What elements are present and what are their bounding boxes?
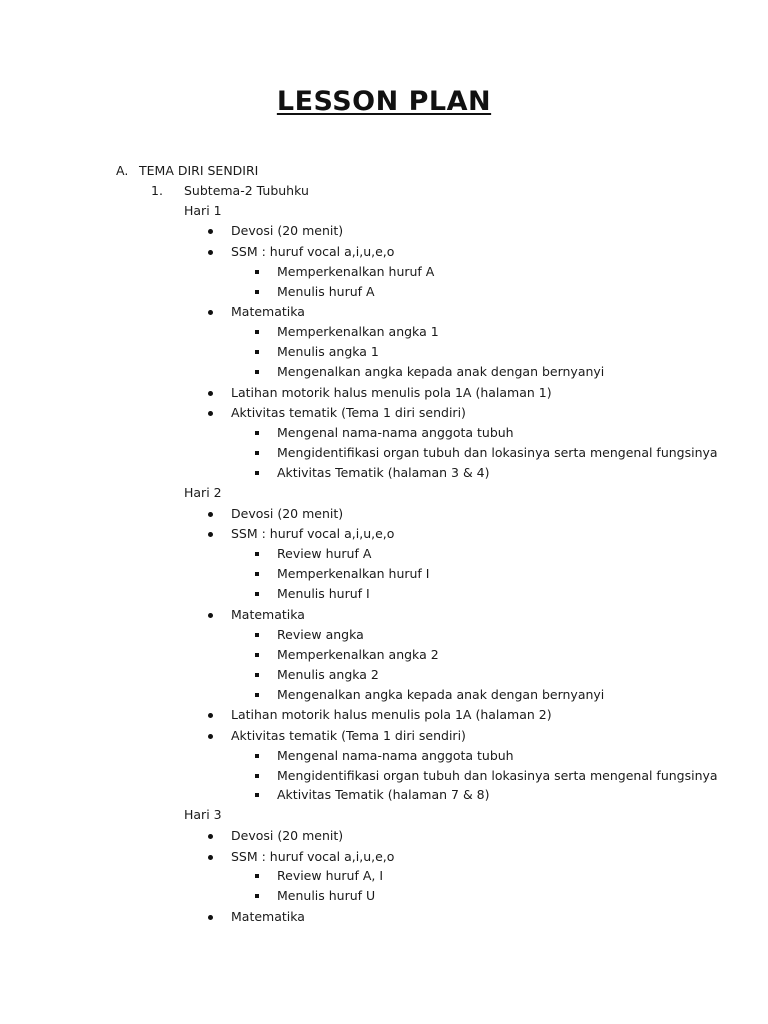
list-item: Devosi (20 menit) [231, 505, 344, 521]
bullet-dot-icon [208, 734, 213, 739]
sub-list-item: Mengidentifikasi organ tubuh dan lokasinya serta mengenal fungsinya [277, 445, 718, 461]
page-title: LESSON PLAN [276, 86, 492, 117]
sub-list-item: Mengenal nama-nama anggota tubuh [277, 747, 514, 763]
sub-list-item: Memperkenalkan huruf A [277, 263, 435, 279]
bullet-dot-icon [208, 713, 213, 718]
section-marker: A. [116, 163, 129, 178]
list-item: Matematika [231, 606, 305, 622]
list-item: SSM : huruf vocal a,i,u,e,o [231, 848, 395, 864]
bullet-dot-icon [208, 411, 213, 416]
sub-list-item: Menulis huruf I [277, 586, 370, 602]
bullet-square-icon [255, 754, 259, 758]
sub-list-item: Mengenalkan angka kepada anak dengan bernyanyi [277, 364, 605, 380]
sub-list-item: Review angka [277, 626, 364, 642]
bullet-dot-icon [208, 613, 213, 618]
list-item: Aktivitas tematik (Tema 1 diri sendiri) [231, 405, 466, 421]
bullet-square-icon [255, 290, 259, 294]
bullet-square-icon [255, 774, 259, 778]
bullet-square-icon [255, 693, 259, 697]
sub-list-item: Review huruf A, I [277, 868, 384, 884]
sub-list-item: Aktivitas Tematik (halaman 7 & 8) [277, 787, 490, 803]
sub-list-item: Menulis angka 1 [277, 344, 379, 360]
list-item: Devosi (20 menit) [231, 223, 344, 239]
day-heading: Hari 2 [184, 485, 222, 501]
section-heading: TEMA DIRI SENDIRI [139, 163, 259, 178]
day-heading: Hari 1 [184, 202, 222, 218]
bullet-square-icon [255, 552, 259, 556]
bullet-square-icon [255, 894, 259, 898]
sub-list-item: Aktivitas Tematik (halaman 3 & 4) [277, 465, 490, 481]
sub-list-item: Memperkenalkan angka 1 [277, 324, 439, 340]
sub-list-item: Menulis huruf U [277, 888, 376, 904]
sub-list-item: Memperkenalkan angka 2 [277, 646, 439, 662]
sub-list-item: Menulis angka 2 [277, 666, 379, 682]
list-item: Matematika [231, 908, 305, 924]
bullet-dot-icon [208, 229, 213, 234]
bullet-dot-icon [208, 855, 213, 860]
sub-list-item: Mengenal nama-nama anggota tubuh [277, 425, 514, 441]
subtema-marker: 1. [151, 182, 163, 198]
sub-list-item: Memperkenalkan huruf I [277, 566, 430, 582]
bullet-square-icon [255, 451, 259, 455]
list-item: Matematika [231, 304, 305, 320]
day-heading: Hari 3 [184, 807, 222, 823]
bullet-square-icon [255, 572, 259, 576]
bullet-dot-icon [208, 250, 213, 255]
sub-list-item: Review huruf A [277, 546, 372, 562]
bullet-square-icon [255, 350, 259, 354]
sub-list-item: Mengenalkan angka kepada anak dengan bernyanyi [277, 686, 605, 702]
list-item: SSM : huruf vocal a,i,u,e,o [231, 244, 395, 259]
bullet-square-icon [255, 673, 259, 677]
bullet-square-icon [255, 471, 259, 475]
bullet-square-icon [255, 874, 259, 878]
list-item: Aktivitas tematik (Tema 1 diri sendiri) [231, 727, 466, 743]
list-item: SSM : huruf vocal a,i,u,e,o [231, 526, 395, 542]
sub-list-item: Mengidentifikasi organ tubuh dan lokasinya serta mengenal fungsinya [277, 767, 718, 783]
bullet-dot-icon [208, 391, 213, 396]
bullet-square-icon [255, 592, 259, 596]
sub-list-item: Menulis huruf A [277, 283, 375, 299]
bullet-square-icon [255, 633, 259, 637]
bullet-square-icon [255, 793, 259, 797]
bullet-dot-icon [208, 834, 213, 839]
list-item: Devosi (20 menit) [231, 827, 344, 843]
bullet-square-icon [255, 431, 259, 435]
bullet-square-icon [255, 270, 259, 274]
list-item: Latihan motorik halus menulis pola 1A (halaman 2) [231, 707, 552, 723]
bullet-square-icon [255, 370, 259, 374]
bullet-square-icon [255, 653, 259, 657]
bullet-square-icon [255, 330, 259, 334]
bullet-dot-icon [208, 310, 213, 315]
bullet-dot-icon [208, 532, 213, 537]
subtema-heading: Subtema-2 Tubuhku [184, 182, 309, 198]
list-item: Latihan motorik halus menulis pola 1A (halaman 1) [231, 384, 552, 400]
bullet-dot-icon [208, 512, 213, 517]
bullet-dot-icon [208, 915, 213, 920]
